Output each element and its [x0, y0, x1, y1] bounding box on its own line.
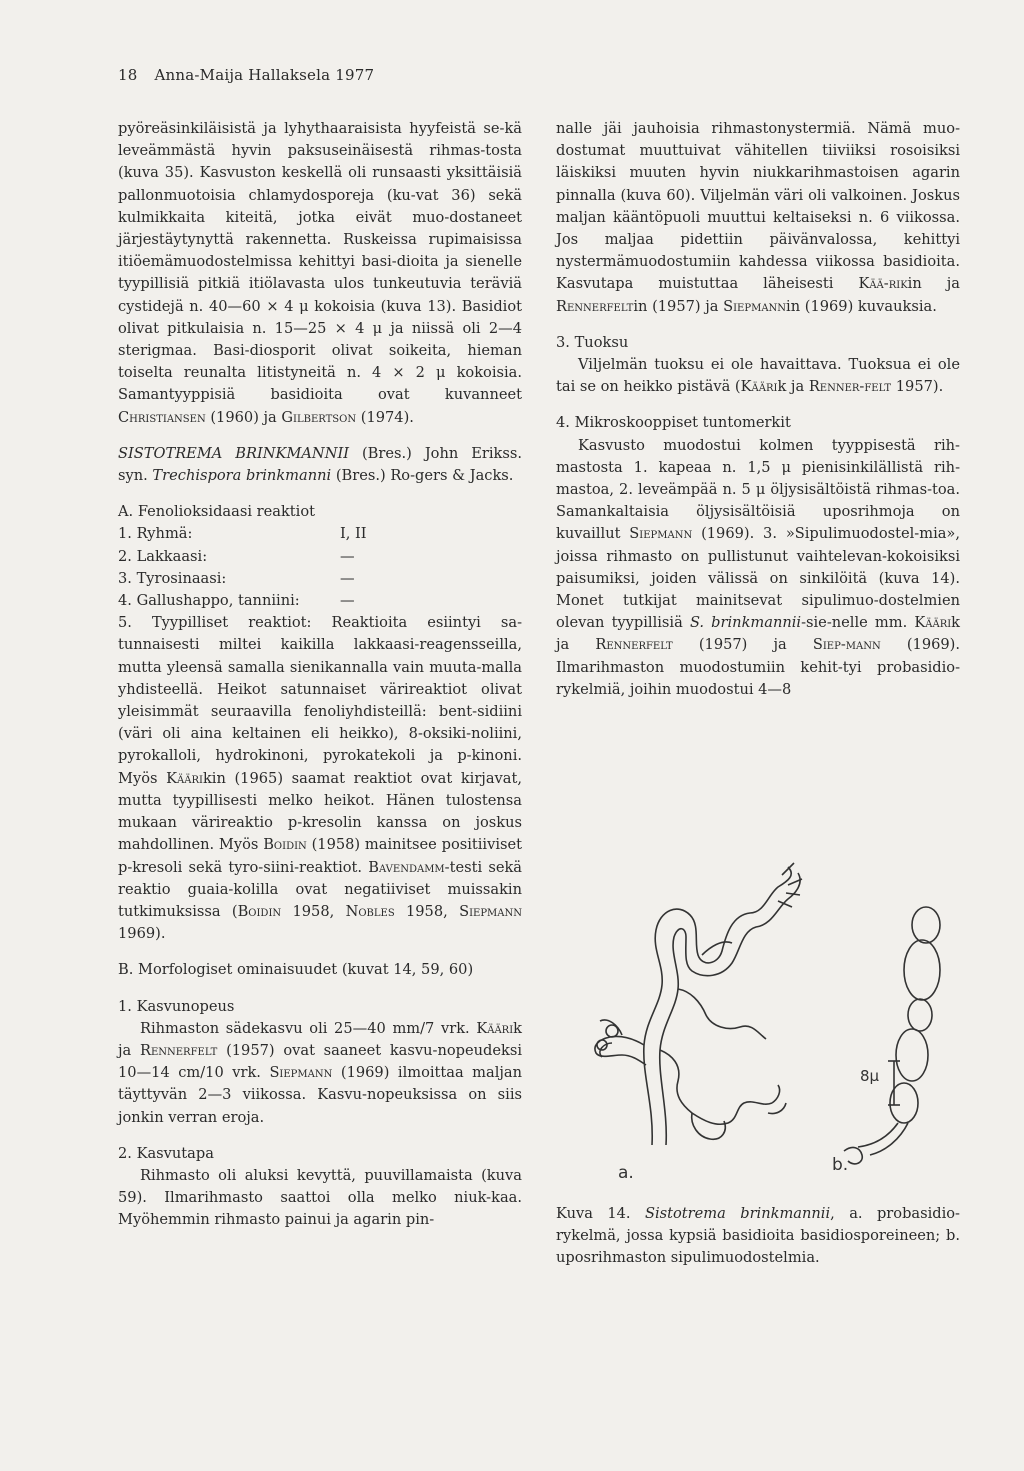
text-run: pyöreäsinkiläisistä ja lyhythaaraisista hyyfeistä se-kä leveämmästä hyvin paksuseinäisestä rihmas-tosta (kuva 35). Kasvuston keskellä oli runsaasti yksittäisiä pallonmuotoisia chlamydosporeja (ku-vat 36) sekä kulmikkaita kiteitä, jotka eivät muo-dostaneet järjestäytynyttä rakennetta. Ruskeissa rupimaisissa itiöemämuodostelmissa kehittyi basi-dioita ja sienelle tyypillisiä pitkiä itiölavasta ulos tunkeutuvia teräviä cystidejä n. 40—60 × 4 μ kokoisia (kuva 13). Basidiot olivat pitkulaisia n. 15—25 × 4 μ ja niissä oli 2—4 sterigmaa. Basi-diosporit olivat soikeita, hieman toiselta reunalta litistyneitä n. 4 × 2 μ kokoisia. Samantyyppisiä basidioita ovat kuvanneet: [118, 120, 522, 404]
reaction-value: —: [340, 547, 355, 565]
text-run: in ja: [907, 275, 960, 293]
paragraph-odour: [556, 354, 960, 398]
author-name: Siepmann: [629, 525, 693, 543]
paragraph-description: [118, 118, 522, 429]
paragraph-reactions: [118, 612, 522, 945]
author-name: Kääri: [914, 614, 952, 632]
paragraph-growth-habit-cont: [556, 118, 960, 318]
text-run: (1957) ovat saaneet kasvu-nopeudeksi 10—14 cm/10 vrk.: [118, 1041, 522, 1082]
reaction-row: [118, 590, 522, 612]
author-name: Kää-rik: [858, 275, 908, 293]
species-heading: [118, 443, 522, 487]
author-name: Kääri: [476, 1019, 514, 1037]
text-run: (1969) ilmoittaa maljan täyttyvän 2—3 viikossa. Kasvu-nopeuksissa on siis jonkin verran eroja.: [118, 1064, 522, 1126]
text-run: Kasvusto muodostui kolmen tyyppisestä rih-mastosta 1. kapeaa n. 1,5 μ pienisinkilällistä rih-mastoa, 2. leveämpää n. 5 μ öljysisältöistä rihmas-toa. Samankaltaisia öljysisältöisiä uposrihmoja on kuvaillut: [556, 436, 960, 543]
author-name: Siepmann: [459, 902, 523, 920]
text-run: (Bres.) John Erikss. syn.: [118, 444, 522, 485]
author-name: Nobles: [345, 902, 395, 920]
text-run: (Bres.) Ro-gers & Jacks.: [331, 467, 514, 485]
text-run: k ja: [118, 1019, 522, 1059]
author-name: Renner-felt: [808, 378, 892, 396]
text-run: Viljelmän tuoksu ei ole havaittava. Tuoksua ei ole tai se on heikko pistävä (: [556, 356, 960, 396]
text-run: nalle jäi jauhoisia rihmastonystermiä. Nämä muo-dostumat muuttuivat vähitellen tiiviiksi rosoisiksi läiskiksi muuten hyvin niukkarihmastoisen agarin pinnalla (kuva 60). Viljelmän väri oli valkoinen. Joskus maljan kääntöpuoli muuttui keltaiseksi n. 6 viikossa. Jos maljaa pidettiin päivänvalossa, kehittyi nystermämuodostumiin kahdessa viikossa basidioita. Kasvutapa muistuttaa läheisesti: [556, 120, 960, 293]
reaction-row: [118, 523, 522, 545]
caption-lead: Kuva 14.: [556, 1205, 645, 1222]
author-name: Boidin: [263, 836, 307, 854]
left-column: [118, 118, 522, 1232]
text-run: (1969). Ilmarihmaston muodostumiin kehit-tyi probasidio-rykelmiä, joihin muodostui 4—8: [556, 636, 961, 698]
reaction-label: 1. Ryhmä:: [118, 525, 193, 543]
paragraph-growth-habit: Rihmasto oli aluksi kevyttä, puuvillamaista (kuva 59). Ilmarihmasto saattoi olla melko niuk-kaa. Myöhemmin rihmasto painui ja agarin pin-: [118, 1166, 522, 1229]
species-name: SISTOTREMA BRINKMANNII: [118, 444, 349, 462]
probasidio-cluster: [595, 863, 802, 1145]
reaction-value: —: [340, 569, 355, 587]
figure-caption: [556, 1203, 960, 1270]
reaction-value: I, II: [340, 525, 367, 543]
scale-bar-label: 8μ: [860, 1067, 880, 1085]
author-name: Rennerfelt: [139, 1041, 218, 1059]
running-header: [118, 66, 374, 84]
running-title: Anna-Maija Hallaksela 1977: [154, 66, 375, 84]
caption-species: Sistotrema brinkmannii: [644, 1205, 831, 1222]
text-run: 1958,: [281, 902, 346, 920]
text-run: (1957) ja: [672, 636, 813, 654]
synonym-name: Trechispora brinkmanni: [152, 467, 332, 485]
reaction-value: —: [340, 592, 355, 610]
text-run: k ja: [777, 378, 809, 396]
reaction-row: [118, 546, 522, 568]
text-run: (1960) ja: [205, 408, 282, 426]
reaction-label: 4. Gallushappo, tanniini:: [118, 592, 300, 610]
text-run: in (1969) kuvauksia.: [786, 297, 937, 315]
paragraph-microscopy: [556, 435, 960, 701]
text-run: 1957).: [891, 378, 944, 396]
subheading-growth-habit: 2. Kasvutapa: [118, 1144, 214, 1162]
text-run: -testi sekä reaktio guaia-kolilla ovat negatiiviset muissakin tutkimuksissa (: [118, 858, 523, 920]
reaction-row: [118, 568, 522, 590]
subheading-odour: 3. Tuoksu: [556, 333, 629, 351]
author-name: Boidin: [237, 902, 282, 920]
species-name: S. brinkmannii: [689, 614, 802, 632]
text-run: (1958) mainitsee positiiviset p-kresoli sekä tyro-siini-reaktiot.: [118, 836, 522, 876]
figure-label-a: a.: [618, 1163, 634, 1183]
text-run: k ja: [556, 614, 961, 654]
author-name: Siep-mann: [812, 636, 881, 654]
text-run: (1974).: [356, 408, 414, 426]
subheading-microscopy: 4. Mikroskooppiset tuntomerkit: [556, 414, 791, 432]
text-run: (1969). 3. »Sipulimuodostel-mia», joissa rihmasto on pullistunut vaihtelevan-kokoisiksi paisumiksi, joiden välissä on sinkilöitä (kuva 14). Monet tutkijat mainitsevat sipulimuo-dostelmien olevan tyypillisiä: [556, 525, 960, 632]
section-heading-b: B. Morfologiset ominaisuudet (kuvat 14, 59, 60): [118, 961, 474, 979]
section-heading-a: A. Fenolioksidaasi reaktiot: [118, 503, 315, 521]
subheading-growth-rate: 1. Kasvunopeus: [118, 997, 235, 1015]
reaction-label: 3. Tyrosinaasi:: [118, 569, 227, 587]
right-column: [556, 118, 960, 701]
text-run: 1958,: [394, 902, 460, 920]
author-name: Kääri: [166, 769, 203, 787]
text-run: Rihmaston sädekasvu oli 25—40 mm/7 vrk.: [140, 1019, 477, 1037]
text-run: kin (1965) saamat reaktiot ovat kirjavat, mutta tyypillisesti melko heikot. Hänen tulostensa mukaan värireaktio p-kresolin kanssa on joskus mahdollinen. Myös: [118, 769, 522, 854]
text-run: -sie-nelle mm.: [801, 614, 915, 632]
author-name: Christiansen: [118, 408, 206, 426]
paragraph-growth-rate: [118, 1018, 522, 1129]
caption-text: , a. probasidio-rykelmä, jossa kypsiä basidioita basidiosporeineen; b. uposrihmaston sipulimuodostelmia.: [556, 1205, 960, 1267]
author-name: Gilbertson: [281, 408, 357, 426]
figure-label-b: b.: [832, 1155, 849, 1175]
hyphae-drawing: [582, 855, 962, 1185]
text-run: 1969).: [118, 925, 166, 943]
figure-14: [582, 855, 962, 1185]
author-name: Siepmann: [723, 297, 787, 315]
author-name: Bavendamm: [368, 858, 445, 876]
text-run: 5. Tyypilliset reaktiot: Reaktioita esiintyi sa-tunnaisesti miltei kaikilla lakkaasi-reagensseilla, mutta yleensä samalla sienikannalla vain muuta-malla yhdisteellä. Heikot satunnaiset värireaktiot olivat yleisimmät seuraavilla fenoliyhdisteillä: bent-sidiini (väri oli aina keltainen eli heikko), 8-oksiki-noliini, pyrokalloli, hydrokinoni, pyrokatekoli ja p-kinoni. Myös: [118, 614, 522, 787]
reaction-label: 2. Lakkaasi:: [118, 547, 208, 565]
text-run: in (1957) ja: [633, 297, 724, 315]
page-number: 18: [118, 66, 138, 84]
author-name: Siepmann: [269, 1064, 333, 1082]
author-name: Rennerfelt: [556, 297, 634, 315]
bulbous-hyphae: [844, 907, 940, 1164]
author-name: Kääri: [740, 378, 778, 396]
author-name: Rennerfelt: [595, 636, 673, 654]
